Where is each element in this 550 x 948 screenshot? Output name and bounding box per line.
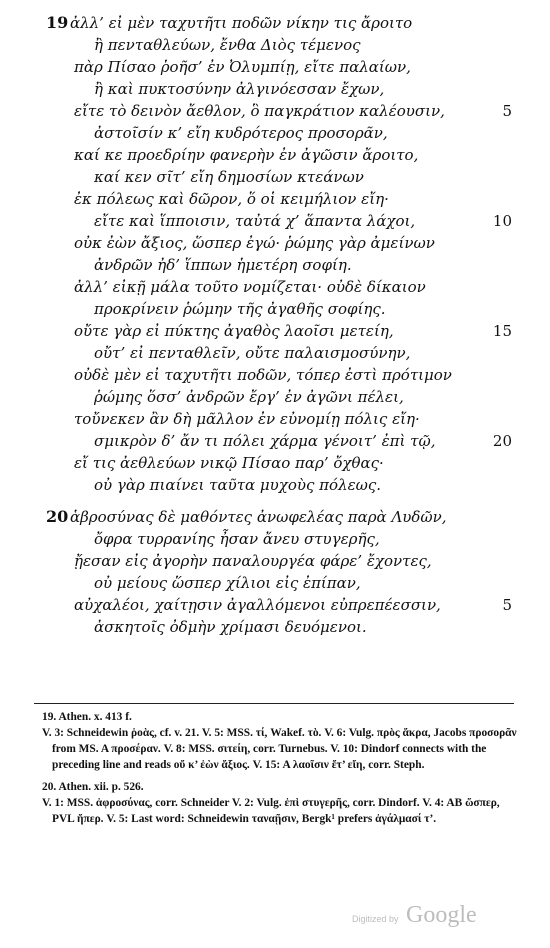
verse-text: αὐχαλέοι, χαίτῃσιν ἀγαλλόμενοι εὐπρεπέεσσιν, (74, 596, 441, 614)
verse-line (0, 474, 550, 496)
verse-line (0, 100, 550, 122)
footnote-rule (34, 703, 514, 704)
poem-text (0, 12, 550, 638)
verse-text: οὐ μείους ὥσπερ χίλιοι εἰς ἐπίπαν, (94, 574, 361, 592)
verse-text: ἀσκητοῖς ὀδμὴν χρίμασι δευόμενοι. (94, 618, 367, 636)
verse-line (0, 210, 550, 232)
digitized-watermark (352, 902, 502, 930)
verse-line (0, 144, 550, 166)
footnote: V. 3: Schneidewin ῥοὰς, cf. v. 21. V. 5: MSS. τί, Wakef. τὸ. V. 6: Vulg. πρὸς ἄκρα, Jacobs προσορᾶν from MS. A προσέραν. V. 8: MSS. σιτείη, corr. Turnebus. V. 10: Dindorf connects with the preceding line and reads οὔ κ’ ἐὼν ἄξιος. V. 15: A λαοῖσιν ἔτ’ εἴη, corr. Steph. (42, 727, 517, 771)
verse-text: οὐδὲ μὲν εἰ ταχυτῆτι ποδῶν, τόπερ ἐστὶ πρότιμον (74, 366, 452, 384)
verse-text: ἀστοῖσίν κ’ εἴη κυδρότερος προσορᾶν, (94, 124, 388, 142)
footnote: V. 1: MSS. ἀφροσύνας, corr. Schneider V. 2: Vulg. ἐπὶ στυγερῆς, corr. Dindorf. V. 4: AB ὥσπερ, PVL ἤπερ. V. 5: Last word: Schneidewin ταναῇσιν, Bergk¹ prefers ἀγάλμασί τ’. (42, 797, 500, 825)
verse-line (0, 408, 550, 430)
verse-line (0, 320, 550, 342)
critical-apparatus (42, 709, 517, 827)
verse-text: ἀλλ’ εἰκῇ μάλα τοῦτο νομίζεται· οὐδὲ δίκαιον (74, 278, 426, 296)
verse-text: ἁβροσύνας δὲ μαθόντες ἀνωφελέας παρὰ Λυδῶν, (70, 508, 447, 526)
verse-text: εἴτε καὶ ἵπποισιν, ταὐτά χ’ ἅπαντα λάχοι, (94, 212, 416, 230)
verse-line (0, 122, 550, 144)
verse-text: τοὔνεκεν ἂν δὴ μᾶλλον ἐν εὐνομίῃ πόλις εἴη· (74, 410, 420, 428)
verse-text: καί κεν σῖτ’ εἴη δημοσίων κτεάνων (94, 168, 364, 186)
line-number: 10 (492, 212, 512, 230)
footnote: 20. Athen. xii. p. 526. (42, 781, 144, 793)
verse-line (0, 78, 550, 100)
verse-text: ῥώμης ὅσσ’ ἀνδρῶν ἔργ’ ἐν ἀγῶνι πέλει, (94, 388, 404, 406)
verse-line (0, 34, 550, 56)
verse-line (0, 364, 550, 386)
verse-line (0, 430, 550, 452)
verse-line (0, 12, 550, 34)
verse-line (0, 342, 550, 364)
verse-text: ἐκ πόλεως καὶ δῶρον, ὅ οἱ κειμήλιον εἴη· (74, 190, 389, 208)
verse-text: οὐ γὰρ πιαίνει ταῦτα μυχοὺς πόλεως. (94, 476, 382, 494)
verse-text: ἀνδρῶν ἠδ’ ἵππων ἡμετέρη σοφίη. (94, 256, 352, 274)
verse-text: ἀλλ’ εἰ μὲν ταχυτῆτι ποδῶν νίκην τις ἄροιτο (70, 14, 413, 32)
footnote: 19. Athen. x. 413 f. (42, 711, 132, 723)
verse-text: καί κε προεδρίην φανερὴν ἐν ἀγῶσιν ἄροιτο, (74, 146, 419, 164)
verse-text: οὔτε γὰρ εἰ πύκτης ἀγαθὸς λαοῖσι μετείη, (74, 322, 394, 340)
verse-line (0, 232, 550, 254)
verse-line (0, 56, 550, 78)
verse-line (0, 506, 550, 528)
line-number: 20 (492, 432, 512, 450)
verse-line (0, 572, 550, 594)
verse-text: ᾔεσαν εἰς ἀγορὴν παναλουργέα φάρε’ ἔχοντες, (74, 552, 432, 570)
verse-text: ἢ πενταθλεύων, ἔνθα Διὸς τέμενος (94, 36, 361, 54)
verse-line (0, 254, 550, 276)
watermark-logo-text: Google (406, 902, 477, 928)
verse-text: ἢ καὶ πυκτοσύνην ἀλγινόεσσαν ἔχων, (94, 80, 385, 98)
verse-text: ὄφρα τυρρανίης ἦσαν ἄνευ στυγερῆς, (94, 530, 380, 548)
verse-line (0, 528, 550, 550)
verse-line (0, 616, 550, 638)
verse-text: προκρίνειν ῥώμην τῆς ἀγαθῆς σοφίης. (94, 300, 386, 318)
verse-text: οὔτ’ εἰ πενταθλεῖν, οὔτε παλαισμοσύνην, (94, 344, 411, 362)
fragment-number: 20 (46, 507, 69, 526)
verse-line (0, 550, 550, 572)
verse-line (0, 594, 550, 616)
line-number: 5 (502, 102, 512, 120)
verse-line (0, 452, 550, 474)
fragment-number: 19 (46, 13, 69, 32)
watermark-small-text: Digitized by (352, 914, 399, 924)
verse-text: εἴ τις ἀεθλεύων νικῷ Πίσαο παρ’ ὄχθας· (74, 454, 384, 472)
line-number: 15 (492, 322, 512, 340)
verse-text: σμικρὸν δ’ ἄν τι πόλει χάρμα γένοιτ’ ἐπὶ τῷ, (94, 432, 436, 450)
verse-line (0, 188, 550, 210)
verse-line (0, 166, 550, 188)
verse-line (0, 298, 550, 320)
verse-line (0, 386, 550, 408)
verse-text: πὰρ Πίσαο ῥοῆσ’ ἐν Ὀλυμπίῃ, εἴτε παλαίων, (74, 58, 411, 76)
verse-text: εἴτε τὸ δεινὸν ἄεθλον, ὃ παγκράτιον καλέουσιν, (74, 102, 445, 120)
verse-text: οὐκ ἐὼν ἄξιος, ὥσπερ ἐγώ· ῥώμης γὰρ ἀμείνων (74, 234, 435, 252)
line-number: 5 (502, 596, 512, 614)
verse-line (0, 276, 550, 298)
